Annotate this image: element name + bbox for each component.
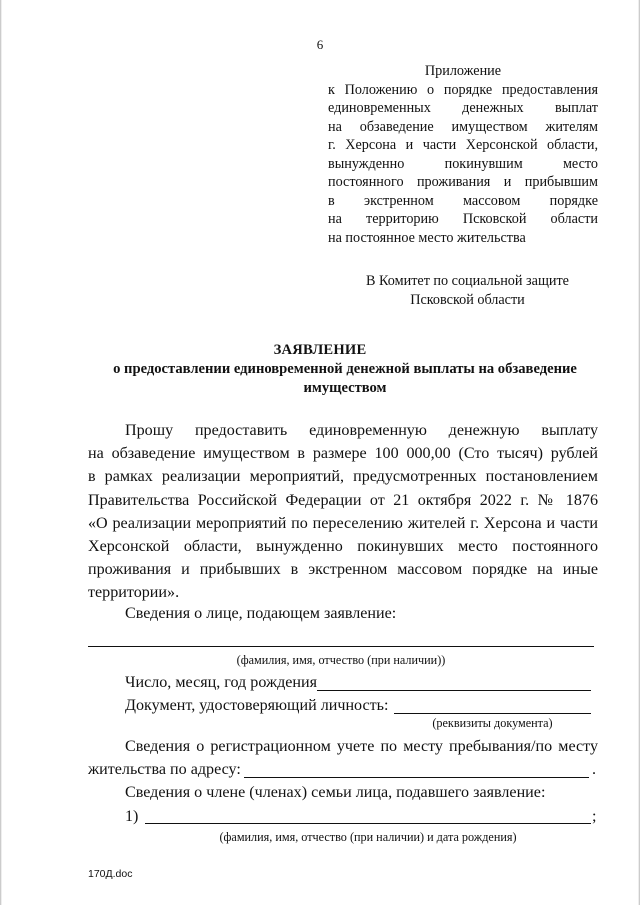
addressee-line: Псковской области: [410, 291, 525, 308]
file-name: 170Д.doc: [88, 868, 133, 880]
id-document-label: Документ, удостоверяющий личность:: [125, 697, 389, 714]
appendix-line: на постоянное место жительства: [328, 229, 526, 246]
paragraph-line: Херсонской области, вынужденно покинувших место постоянного: [88, 538, 598, 556]
appendix-line: в экстренном массовом порядке: [328, 192, 598, 209]
left-scan-edge: [0, 0, 2, 905]
addressee-line: В Комитет по социальной защите: [366, 273, 569, 289]
page-number: 6: [316, 37, 324, 52]
fio-caption: (фамилия, имя, отчество (при наличии)): [236, 653, 446, 667]
paragraph-line: Правительства Российской Федерации от 21 октября 2022 г. № 1876: [88, 491, 598, 509]
appendix-line: на обзаведение имуществом жителям: [328, 118, 598, 135]
family-label: Сведения о члене (членах) семьи лица, подавшего заявление:: [125, 784, 546, 801]
registration-period: .: [592, 761, 597, 778]
family-item-semicolon: ;: [592, 808, 597, 825]
id-document-field[interactable]: [394, 713, 591, 714]
subtitle-line: имуществом: [303, 379, 387, 396]
family-item-number: 1): [125, 808, 139, 825]
document-title: ЗАЯВЛЕНИЕ: [273, 342, 367, 358]
paragraph-line: в рамках реализации мероприятий, предусмотренных постановлением: [88, 468, 598, 486]
appendix-title: Приложение: [424, 63, 502, 79]
paragraph-line: территории».: [88, 584, 180, 602]
subtitle-line: о предоставлении единовременной денежной выплаты на обзаведение: [113, 361, 577, 377]
appendix-line: к Положению о порядке предоставления: [328, 81, 598, 98]
document-subtitle: [100, 360, 590, 397]
paragraph-line: «О реализации мероприятий по переселению жителей г. Херсона и части: [88, 514, 598, 532]
appendix-line: единовременных денежных выплат: [328, 100, 598, 116]
request-paragraph: [88, 419, 598, 605]
registration-address-field[interactable]: [244, 777, 589, 778]
family-caption: (фамилия, имя, отчество (при наличии) и дата рождения): [219, 830, 517, 844]
paragraph-line: Прошу предоставить единовременную денежную выплату: [125, 422, 598, 439]
appendix-line: на территорию Псковской области: [328, 211, 598, 227]
applicant-fio-field[interactable]: [88, 646, 594, 647]
birth-date-field[interactable]: [317, 690, 591, 691]
paragraph-line: на обзаведение имуществом в размере 100 000,00 (Сто тысяч) рублей: [88, 445, 598, 463]
family-member-field[interactable]: [145, 823, 591, 824]
appendix-line: г. Херсона и части Херсонской области,: [328, 137, 598, 153]
addressee-block: [330, 272, 605, 309]
appendix-line: постоянного проживания и прибывшим: [328, 174, 598, 190]
birth-date-label: Число, месяц, год рождения: [125, 674, 318, 691]
id-document-caption: (реквизиты документа): [432, 716, 553, 730]
appendix-line: вынужденно покинувшим место: [328, 155, 598, 172]
paragraph-line: проживания и прибывших в экстренном массовом порядке на иные: [88, 561, 598, 579]
appendix-block: [328, 62, 598, 247]
applicant-label: Сведения о лице, подающем заявление:: [125, 605, 397, 622]
registration-label: жительства по адресу:: [88, 761, 241, 778]
registration-line: Сведения о регистрационном учете по месту пребывания/по месту: [125, 738, 598, 755]
